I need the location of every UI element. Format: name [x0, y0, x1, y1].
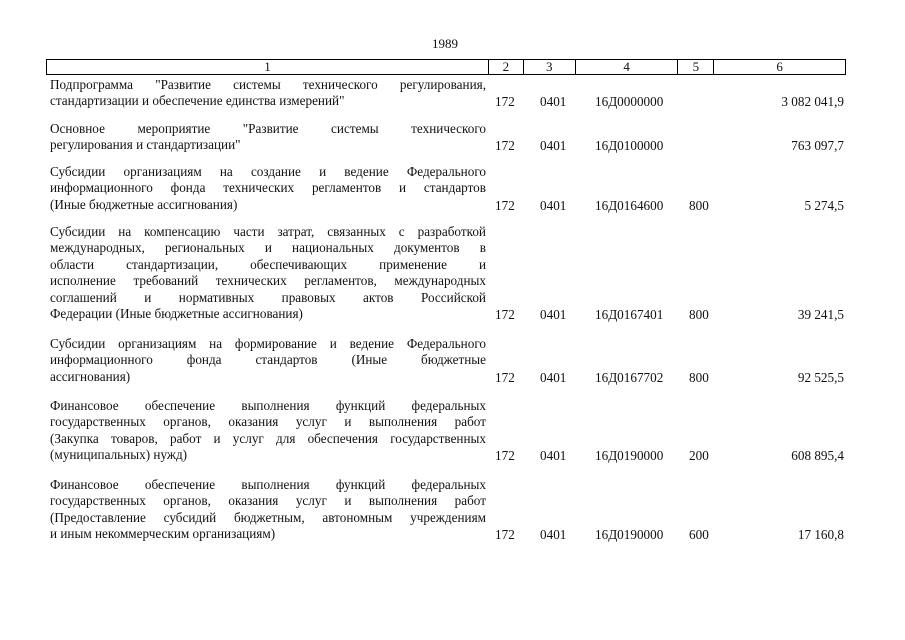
header-col-4: 4: [576, 60, 679, 74]
description-line: Основное мероприятие "Развитие системы технического: [50, 121, 486, 136]
cell-col-2: 172: [495, 370, 515, 385]
page-number: 1989: [432, 36, 458, 51]
cell-col-4: 16Д0167702: [595, 370, 664, 385]
description-line: и иным некоммерческим организациям): [50, 526, 276, 542]
description-line: информационного фонда технических регламентов и стандартов: [50, 180, 486, 196]
description-line: Федерации (Иные бюджетные ассигнования): [50, 306, 303, 322]
cell-col-6: 5 274,5: [804, 198, 844, 213]
description-line: исполнение требований технических регламентов, международных: [50, 273, 486, 289]
header-col-1: 1: [47, 60, 489, 74]
cell-col-4: 16Д0100000: [595, 138, 664, 153]
description-line: государственных органов, оказания услуг и выполнения работ: [50, 493, 486, 509]
description-line: Субсидии организациям на формирование и ведение Федерального: [50, 336, 486, 351]
row-description: [50, 398, 486, 464]
table-row: [46, 398, 846, 464]
description-line: соглашений и нормативных правовых актов Российской: [50, 289, 486, 305]
cell-col-2: 172: [495, 94, 515, 109]
cell-col-2: 172: [495, 138, 515, 153]
description-line: области стандартизации, обеспечивающих применение и: [50, 256, 486, 272]
table-row: [46, 336, 846, 386]
table-row: [46, 164, 846, 214]
cell-col-4: 16Д0164600: [595, 198, 664, 213]
row-description: [50, 77, 486, 110]
description-line: Субсидии организациям на создание и ведение Федерального: [50, 164, 486, 179]
cell-col-3: 0401: [540, 307, 567, 322]
cell-col-3: 0401: [540, 448, 567, 463]
cell-col-4: 16Д0167401: [595, 307, 664, 322]
cell-col-4: 16Д0000000: [595, 94, 664, 109]
cell-col-3: 0401: [540, 198, 567, 213]
cell-col-5: 200: [689, 448, 709, 463]
description-line: Субсидии на компенсацию части затрат, связанных с разработкой: [50, 224, 486, 239]
cell-col-3: 0401: [540, 94, 567, 109]
cell-col-6: 92 525,5: [797, 370, 844, 385]
description-line: Финансовое обеспечение выполнения функций федеральных: [50, 398, 486, 413]
cell-col-3: 0401: [540, 370, 567, 385]
description-line: стандартизации и обеспечение единства измерений": [50, 93, 345, 109]
cell-col-2: 172: [495, 527, 515, 542]
description-line: ассигнования): [50, 368, 131, 384]
cell-col-6: 39 241,5: [797, 307, 844, 322]
cell-col-6: 3 082 041,9: [781, 94, 844, 109]
description-line: информационного фонда стандартов (Иные бюджетные: [50, 352, 486, 368]
header-col-3: 3: [524, 60, 576, 74]
table-row: [46, 477, 846, 543]
row-description: [50, 121, 486, 154]
cell-col-3: 0401: [540, 138, 567, 153]
cell-col-2: 172: [495, 448, 515, 463]
row-description: [50, 477, 486, 543]
header-col-6: 6: [776, 59, 783, 74]
table-row: [46, 224, 846, 323]
cell-col-6: 608 895,4: [791, 448, 844, 463]
description-line: (Предоставление субсидий бюджетным, автономным учреждениям: [50, 509, 486, 525]
description-line: (Иные бюджетные ассигнования): [50, 196, 238, 212]
description-line: регулирования и стандартизации": [50, 137, 241, 153]
row-description: [50, 336, 486, 385]
cell-col-6: 763 097,7: [791, 138, 844, 153]
description-line: (муниципальных) нужд): [50, 447, 188, 463]
row-description: [50, 164, 486, 213]
cell-col-6: 17 160,8: [797, 527, 844, 542]
header-col-2: 2: [489, 60, 524, 74]
cell-col-2: 172: [495, 198, 515, 213]
cell-col-5: 800: [689, 307, 709, 322]
cell-col-4: 16Д0190000: [595, 448, 664, 463]
table-header: [46, 59, 846, 75]
table-row: [46, 121, 846, 154]
description-line: государственных органов, оказания услуг и выполнения работ: [50, 414, 486, 430]
description-line: Подпрограмма "Развитие системы технического регулирования,: [50, 77, 486, 92]
cell-col-5: 800: [689, 198, 709, 213]
description-line: Финансовое обеспечение выполнения функций федеральных: [50, 477, 486, 492]
description-line: международных, региональных и национальных документов в: [50, 240, 486, 256]
row-description: [50, 224, 486, 322]
table-row: [46, 77, 846, 110]
cell-col-4: 16Д0190000: [595, 527, 664, 542]
cell-col-5: 800: [689, 370, 709, 385]
header-col-5: 5: [678, 60, 714, 74]
cell-col-5: 600: [689, 527, 709, 542]
cell-col-3: 0401: [540, 527, 567, 542]
description-line: (Закупка товаров, работ и услуг для обеспечения государственных: [50, 430, 486, 446]
cell-col-2: 172: [495, 307, 515, 322]
